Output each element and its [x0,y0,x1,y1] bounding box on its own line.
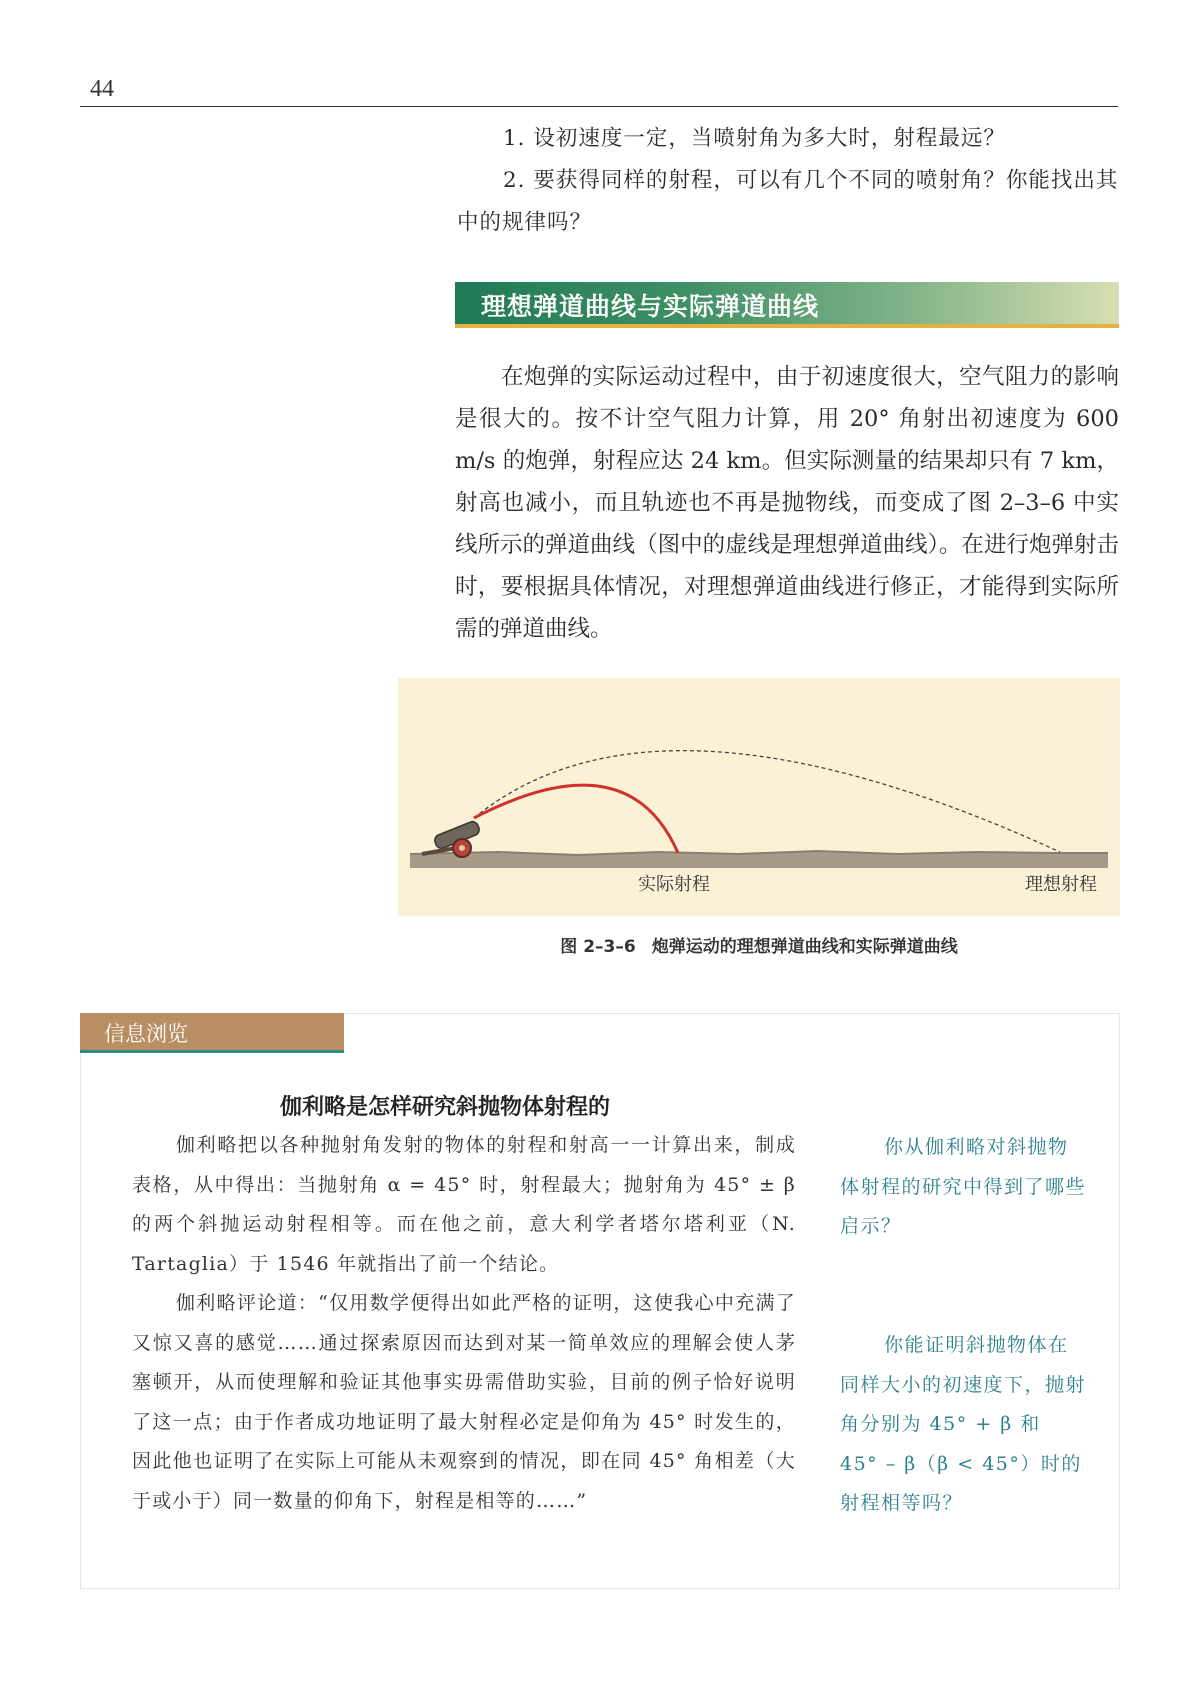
label-ideal-range: 理想射程 [1025,874,1097,895]
ideal-trajectory [474,751,1060,852]
side-note-2 [840,1326,1086,1524]
info-box-tab [80,1013,344,1053]
trajectory-illustration [398,678,1120,916]
body-paragraph: 在炮弹的实际运动过程中，由于初速度很大，空气阻力的影响是很大的。按不计空气阻力计算，用 20° 角射出初速度为 600 m/s 的炮弹，射程应达 24 km。但实际测量的结果却只有 7 km，射高也减小，而且轨迹也不再是抛物线，而变成了图 2–3–6 中实线所示的弹道曲线（图中的虚线是理想弹道曲线）。在进行炮弹射击时，要根据具体情况，对理想弹道曲线进行修正，才能得到实际所需的弹道曲线。 [455,364,1119,642]
actual-trajectory [474,785,678,853]
side-note-1-text: 你从伽利略对斜抛物体射程的研究中得到了哪些启示？ [840,1136,1087,1237]
section-heading [455,282,1119,328]
header-rule [80,106,1118,107]
figure-caption [398,932,1120,957]
info-paragraph-1: 伽利略把以各种抛射角发射的物体的射程和射高一一计算出来，制成表格，从中得出：当抛射角 α = 45° 时，射程最大；抛射角为 45° ± β 的两个斜抛运动射程相等。而在他之前，意大利学者塔尔塔利亚（N. Tartaglia）于 1546 年就指出了前一个结论。 [132,1134,796,1275]
caption-text: 炮弹运动的理想弹道曲线和实际弹道曲线 [651,937,958,957]
section-heading-text: 理想弹道曲线与实际弹道曲线 [481,292,820,321]
body-text [455,356,1119,650]
question-2: 2. 要获得同样的射程，可以有几个不同的喷射角？你能找出其中的规律吗？ [457,168,1119,235]
info-paragraph-2: 伽利略评论道：“仅用数学便得出如此严格的证明，这使我心中充满了又惊又喜的感觉……通过探索原因而达到对某一简单效应的理解会使人茅塞顿开，从而使理解和验证其他事实毋需借助实验，目前的例子恰好说明了这一点；由于作者成功地证明了最大射程必定是仰角为 45° 时发生的，因此他也证明了在实际上可能从未观察到的情况，即在同 45° 角相差（大于或小于）同一数量的仰角下，射程是相等的……” [132,1292,796,1512]
cannon-icon [422,820,481,857]
question-1: 1. 设初速度一定，当喷射角为多大时，射程最远？ [503,126,1006,151]
side-note-2-text: 你能证明斜抛物体在同样大小的初速度下，抛射角分别为 45° + β 和 45° – β（β < 45°）时的射程相等吗？ [840,1334,1087,1514]
trajectory-figure [398,678,1120,916]
page-number: 44 [90,76,114,102]
label-actual-range: 实际射程 [638,874,710,895]
caption-number: 图 2–3–6 [560,937,636,957]
info-box-title: 伽利略是怎样研究斜抛物体射程的 [280,1095,611,1120]
side-note-1 [840,1128,1086,1247]
info-box-text [132,1126,796,1521]
info-box-tab-label: 信息浏览 [104,1022,188,1046]
questions [457,118,1119,244]
